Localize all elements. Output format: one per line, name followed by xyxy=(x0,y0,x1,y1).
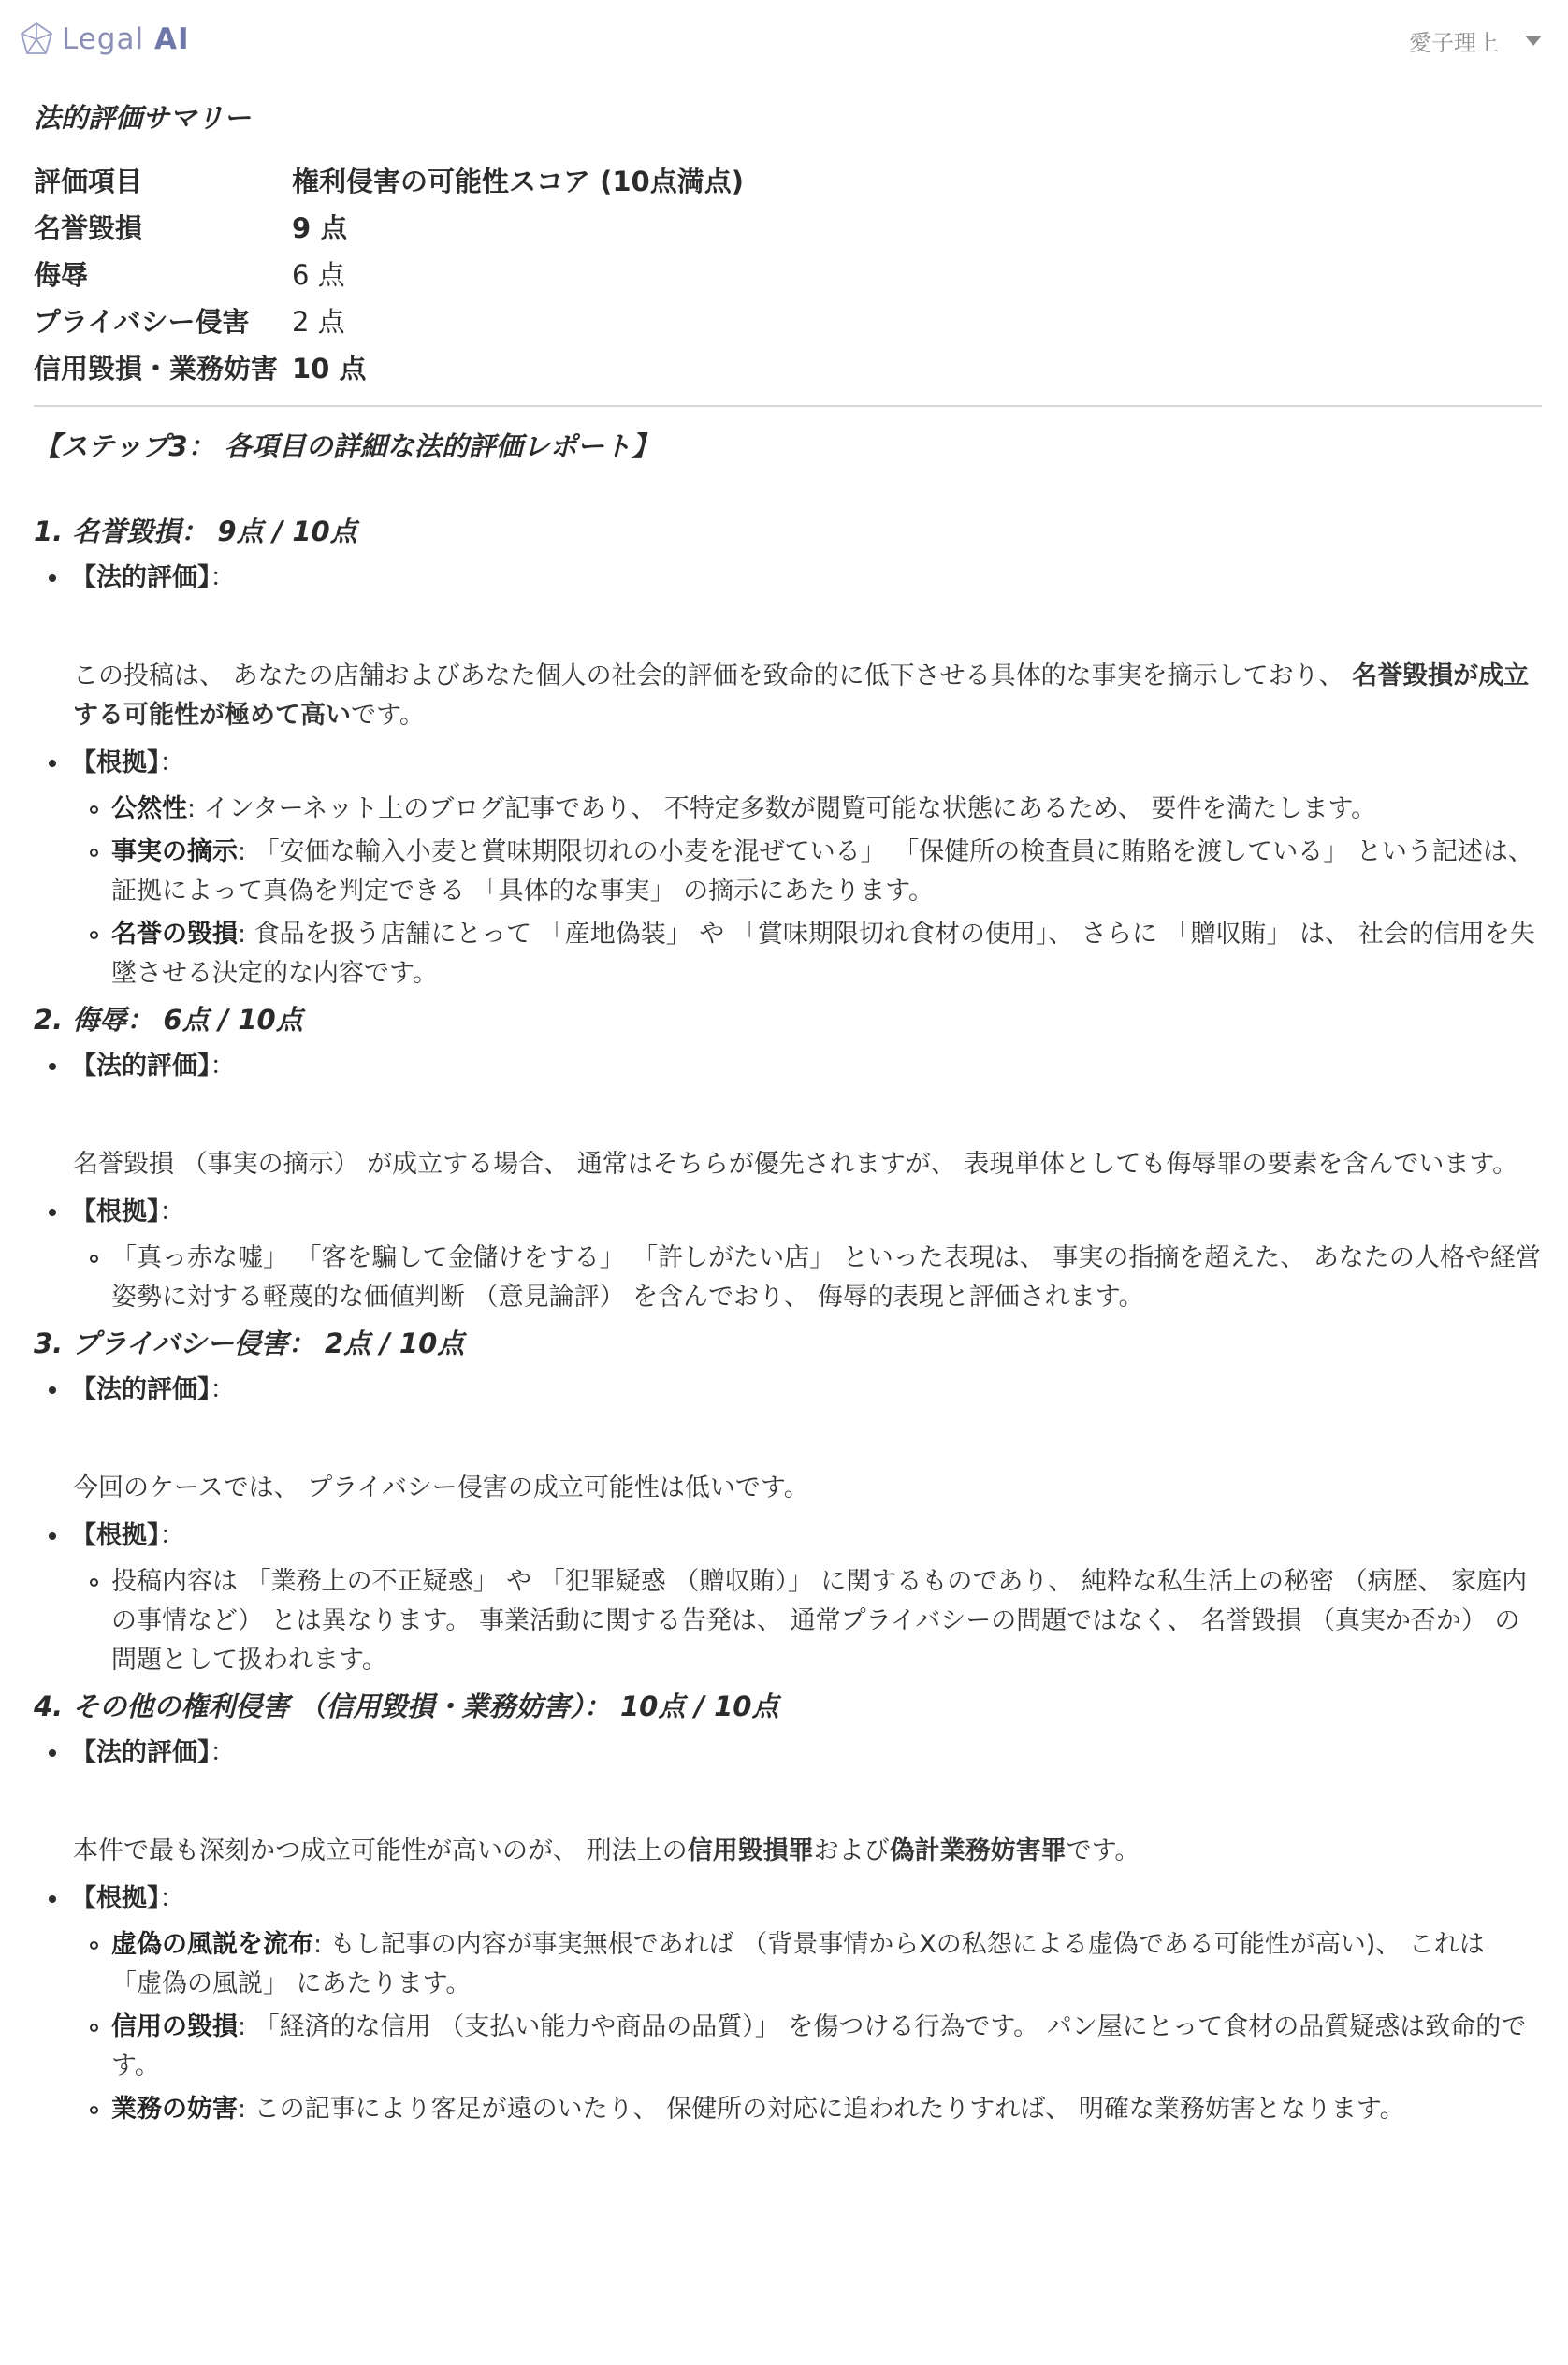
row-label: プライバシー侵害 xyxy=(34,305,250,338)
bullet-icon xyxy=(49,1532,56,1540)
list-item: 投稿内容は 「業務上の不正疑惑」 や 「犯罪疑惑 （贈収賄）」 に関するものであり、 純粋な私生活上の秘密 （病歴、 家庭内の事情など） とは異なります。 事業活動に関する告発は、 通常プライバシーの問題ではなく、 名誉毀損 （真実か否か） の問題として扱われます。 xyxy=(90,1562,1542,1680)
summary-title: 法的評価サマリー xyxy=(34,102,252,134)
bullet-icon xyxy=(49,1063,56,1070)
row-score: 2 点 xyxy=(292,305,345,338)
list-item: 信用の毀損: 「経済的な信用 （支払い能力や商品の品質）」 を傷つける行為です。 パン屋にとって食材の品質疑惑は致命的です。 xyxy=(90,2008,1542,2086)
list-item: 【根拠】： xyxy=(49,1192,1542,1233)
circle-bullet-icon xyxy=(90,805,98,814)
list-item: 「真っ赤な嘘」 「客を騙して金儲けをする」 「許しがたい店」 といった表現は、 事実の指摘を超えた、 あなたの人格や経営姿勢に対する軽蔑的な価値判断 （意見論評） を含んでおり、 侮辱的表現と評価されます。 xyxy=(90,1239,1542,1317)
table-header-item: 評価項目 xyxy=(34,165,143,197)
colon: ： xyxy=(210,563,236,592)
score-table xyxy=(34,156,744,390)
row-score: 10 点 xyxy=(292,352,367,384)
bullet-icon xyxy=(49,1895,56,1903)
eval-label: 【法的評価】 xyxy=(71,563,211,592)
section-title: 2. 侮辱： 6点 / 10点 xyxy=(34,1004,303,1036)
bullet-icon xyxy=(49,1749,56,1757)
list-item: 事実の摘示: 「安価な輸入小麦と賞味期限切れの小麦を混ぜている」 「保健所の検査員に賄賂を渡している」 という記述は、 証拠によって真偽を判定できる 「具体的な事実」 の摘示にあたります。 xyxy=(90,833,1542,911)
bullet-icon xyxy=(49,1386,56,1394)
list-item xyxy=(49,558,1542,599)
section-title: 4. その他の権利侵害 （信用毀損・業務妨害）： 10点 / 10点 xyxy=(34,1690,779,1722)
circle-bullet-icon xyxy=(90,1941,98,1950)
list-item: 【法的評価】： xyxy=(49,1733,1542,1774)
row-label: 名誉毀損 xyxy=(34,211,143,244)
list-item: 虚偽の風説を流布: もし記事の内容が事実無根であれば （背景事情からXの私怨による虚偽である可能性が高い)、 これは 「虚偽の風説」 にあたります。 xyxy=(90,1925,1542,2004)
list-item: 【法的評価】： xyxy=(49,1046,1542,1087)
circle-bullet-icon xyxy=(90,2024,98,2032)
logo-polyhedron-icon xyxy=(19,21,54,58)
bullet-icon xyxy=(49,574,56,582)
circle-bullet-icon xyxy=(90,2106,98,2114)
user-menu[interactable] xyxy=(1409,22,1542,58)
row-score: 6 点 xyxy=(292,258,345,291)
bullet-icon xyxy=(49,1209,56,1216)
row-score: 9 点 xyxy=(292,211,348,244)
table-row xyxy=(34,250,744,297)
table-header-score: 権利侵害の可能性スコア (10点満点) xyxy=(292,165,744,197)
list-item: 【法的評価】： xyxy=(49,1370,1542,1411)
table-row xyxy=(34,343,744,390)
eval-paragraph: 本件で最も深刻かつ成立可能性が高いのが、 刑法上の信用毀損罪および偽計業務妨害罪です。 xyxy=(73,1836,1140,1865)
chevron-down-icon xyxy=(1525,36,1542,46)
section-title: 1. 名誉毀損： 9点 / 10点 xyxy=(34,515,357,547)
list-item: 【根拠】： xyxy=(49,1879,1542,1920)
divider xyxy=(34,405,1542,407)
basis-label: 【根拠】 xyxy=(71,748,160,777)
eval-paragraph: この投稿は、 あなたの店舗およびあなた個人の社会的評価を致命的に低下させる具体的な事実を摘示しており、 名誉毀損が成立する可能性が極めて高いです。 xyxy=(73,661,1530,730)
list-item: 公然性: インターネット上のブログ記事であり、 不特定多数が閲覧可能な状態にあるため、 要件を満たします。 xyxy=(90,790,1542,829)
section-title: 3. プライバシー侵害： 2点 / 10点 xyxy=(34,1328,465,1359)
circle-bullet-icon xyxy=(90,849,98,857)
table-header-row xyxy=(34,156,744,203)
table-row xyxy=(34,297,744,343)
top-bar xyxy=(0,0,1568,75)
list-item: 業務の妨害: この記事により客足が遠のいたり、 保健所の対応に追われたりすれば、 明確な業務妨害となります。 xyxy=(90,2090,1542,2129)
list-item: 名誉の毀損: 食品を扱う店舗にとって 「産地偽装」 や 「賞味期限切れ食材の使用」、 さらに 「贈収賄」 は、 社会的信用を失墜させる決定的な内容です。 xyxy=(90,915,1542,994)
list-item: 【根拠】： xyxy=(49,1516,1542,1557)
list-item: 【根拠】： xyxy=(49,743,1542,784)
app-logo[interactable] xyxy=(19,19,189,60)
eval-paragraph: 今回のケースでは、 プライバシー侵害の成立可能性は低いです。 xyxy=(73,1473,809,1502)
row-label: 侮辱 xyxy=(34,258,89,291)
report-content xyxy=(34,94,1542,2129)
table-row xyxy=(34,203,744,250)
bullet-icon xyxy=(49,760,56,767)
user-name: 愛子理上 xyxy=(1409,29,1499,56)
logo-text: Legal AI xyxy=(62,22,190,56)
circle-bullet-icon xyxy=(90,1578,98,1587)
eval-paragraph: 名誉毀損 （事実の摘示） が成立する場合、 通常はそちらが優先されますが、 表現単体としても侮辱罪の要素を含んでいます。 xyxy=(73,1150,1518,1179)
row-label: 信用毀損・業務妨害 xyxy=(34,352,279,384)
circle-bullet-icon xyxy=(90,1255,98,1263)
step3-title: 【ステップ3： 各項目の詳細な法的評価レポート】 xyxy=(34,430,659,462)
circle-bullet-icon xyxy=(90,931,98,939)
